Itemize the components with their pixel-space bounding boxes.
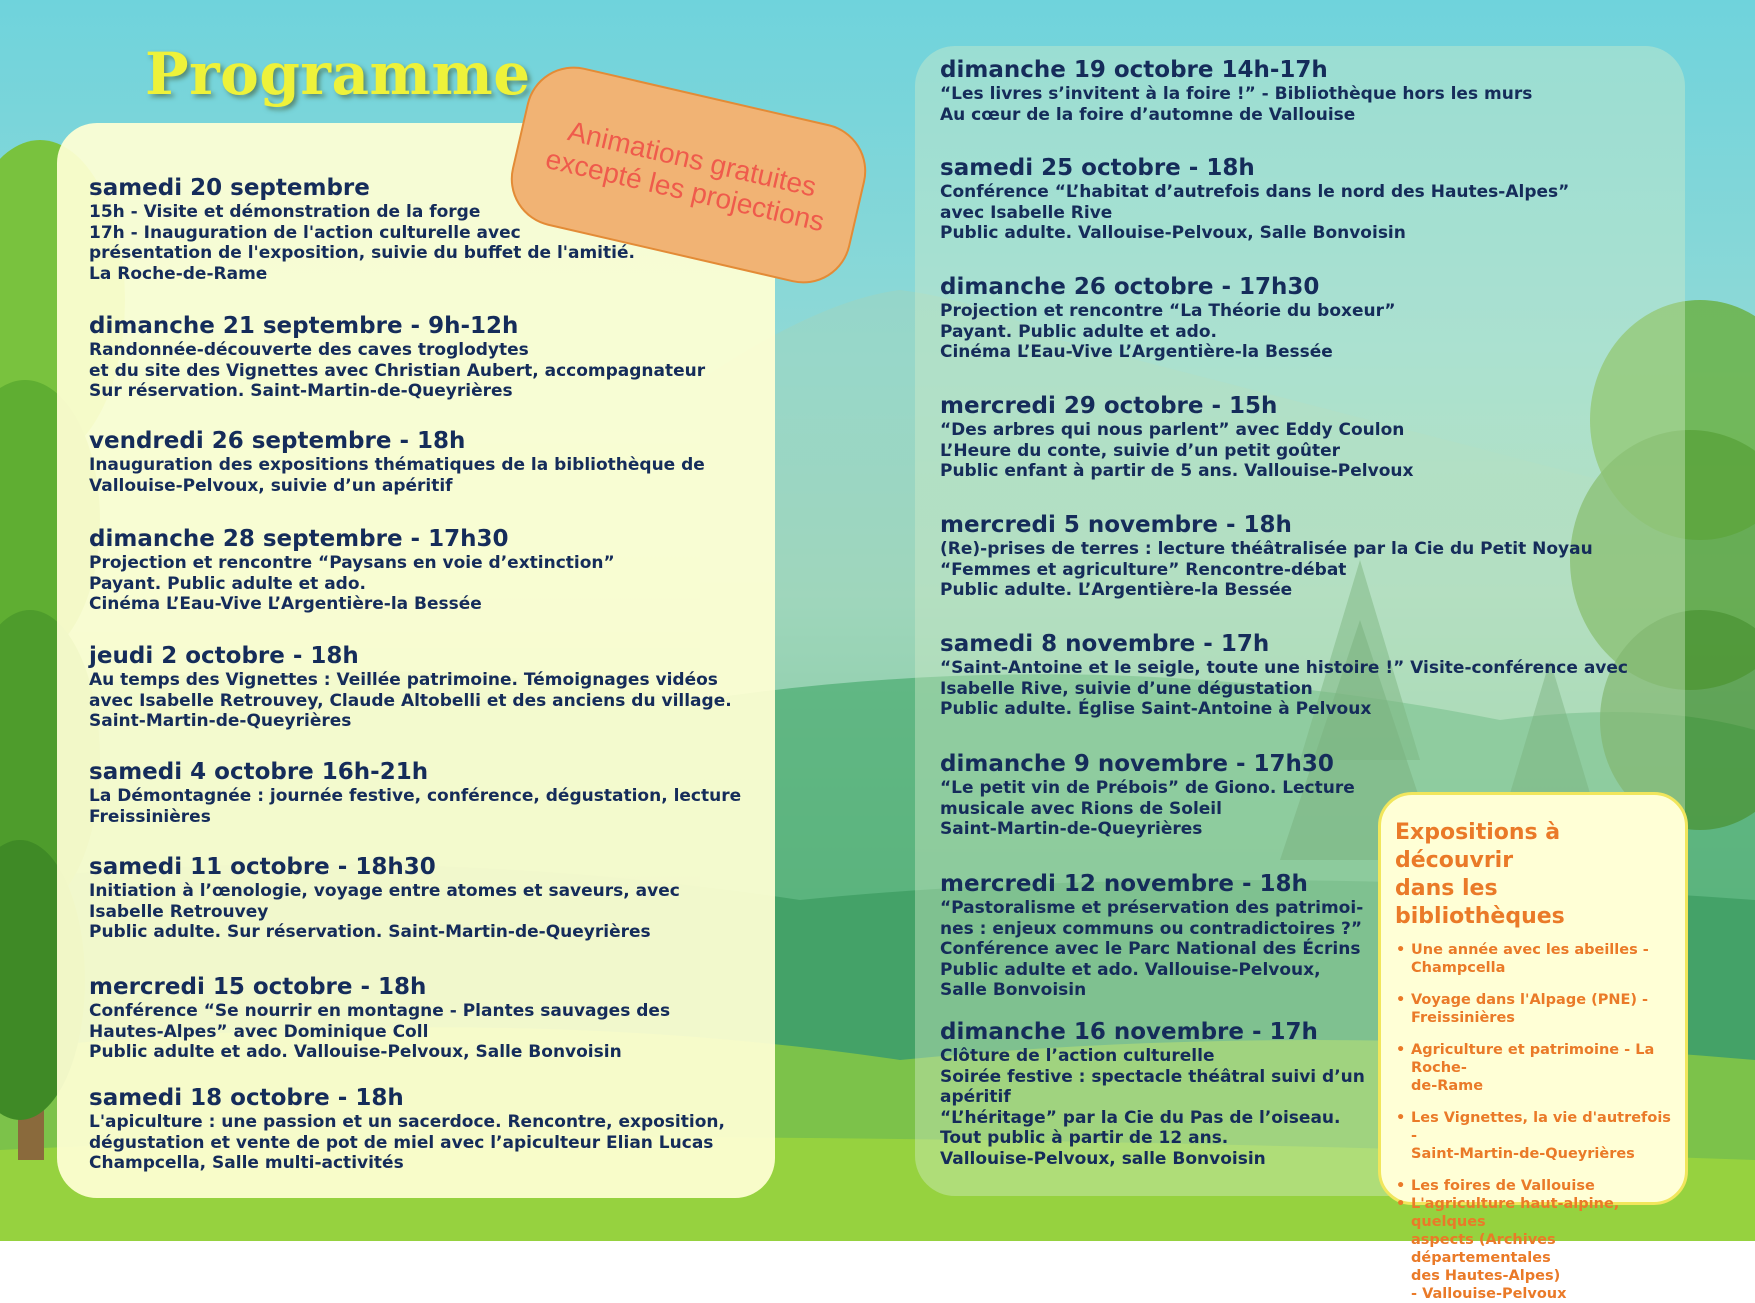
event-item: [89, 758, 741, 827]
event-line: Cinéma L’Eau-Vive L’Argentière-la Bessée: [89, 594, 482, 614]
exposition-line: • Agriculture et patrimoine - La Roche-: [1411, 1042, 1655, 1076]
event-line: Conférence “L’habitat d’autrefois dans le nord des Hautes-Alpes”: [940, 182, 1570, 202]
event-line: Vallouise-Pelvoux, suivie d’un apéritif: [89, 475, 453, 496]
event-line: musicale avec Rions de Soleil: [940, 798, 1222, 819]
event-line: dégustation et vente de pot de miel avec l’apiculteur Elian Lucas: [89, 1132, 714, 1153]
event-date: samedi 11 octobre - 18h30: [89, 854, 436, 880]
event-line: “Femmes et agriculture” Rencontre-débat: [940, 559, 1347, 580]
event-line: “Les livres s’invitent à la foire !” - Bibliothèque hors les murs: [940, 84, 1533, 104]
exposition-item: [1395, 1109, 1673, 1163]
event-line: Vallouise-Pelvoux, salle Bonvoisin: [940, 1148, 1266, 1169]
expositions-title: [1395, 819, 1673, 931]
event-date: dimanche 21 septembre - 9h-12h: [89, 313, 519, 339]
event-item: [940, 1018, 1365, 1169]
exposition-line: • L'agriculture haut-alpine, quelques: [1411, 1196, 1620, 1230]
event-line: Isabelle Retrouvey: [89, 901, 269, 922]
event-line: La Roche-de-Rame: [89, 263, 268, 284]
expositions-title-line: dans les bibliothèques: [1395, 876, 1565, 929]
event-line: Payant. Public adulte et ado.: [940, 321, 1217, 342]
event-line: L’Heure du conte, suivie d’un petit goûter: [940, 440, 1340, 461]
event-line: “L’héritage” par la Cie du Pas de l’oiseau.: [940, 1107, 1341, 1128]
event-item: [89, 312, 705, 402]
event-line: Projection et rencontre “Paysans en voie d’extinction”: [89, 553, 615, 573]
exposition-item: [1395, 1177, 1673, 1195]
event-date: dimanche 26 octobre - 17h30: [940, 274, 1320, 300]
exposition-line: • Les foires de Vallouise: [1411, 1178, 1595, 1194]
event-line: Freissinières: [89, 806, 211, 827]
event-line: L'apiculture : une passion et un sacerdoce. Rencontre, exposition,: [89, 1112, 725, 1132]
event-line: et du site des Vignettes avec Christian Aubert, accompagnateur: [89, 360, 706, 381]
event-item: [940, 870, 1363, 1001]
event-item: [89, 973, 670, 1063]
event-line: Public adulte et ado. Vallouise-Pelvoux, Salle Bonvoisin: [89, 1042, 622, 1062]
event-line: Conférence avec le Parc National des Écrins: [940, 939, 1361, 959]
event-date: samedi 20 septembre: [89, 175, 370, 201]
event-line: Saint-Martin-de-Queyrières: [940, 819, 1203, 839]
exposition-line: Freissinières: [1411, 1010, 1515, 1026]
event-date: samedi 8 novembre - 17h: [940, 631, 1270, 657]
event-line: “Des arbres qui nous parlent” avec Eddy Coulon: [940, 420, 1405, 440]
event-line: Public enfant à partir de 5 ans. Vallouise-Pelvoux: [940, 461, 1414, 481]
exposition-line: des Hautes-Alpes): [1411, 1268, 1561, 1284]
event-line: avec Isabelle Retrouvey, Claude Altobelli et des anciens du village.: [89, 690, 732, 711]
event-date: samedi 4 octobre 16h-21h: [89, 759, 429, 785]
exposition-line: aspects (Archives départementales: [1411, 1232, 1556, 1266]
exposition-item: [1395, 1041, 1673, 1095]
event-item: [89, 1084, 725, 1174]
exposition-item: [1395, 1195, 1673, 1303]
event-date: jeudi 2 octobre - 18h: [89, 643, 359, 669]
event-item: [940, 154, 1569, 244]
event-line: Randonnée-découverte des caves troglodytes: [89, 340, 529, 360]
event-line: Isabelle Rive, suivie d’une dégustation: [940, 678, 1313, 699]
exposition-line: • Les Vignettes, la vie d'autrefois -: [1411, 1110, 1671, 1144]
event-date: dimanche 19 octobre 14h-17h: [940, 57, 1328, 83]
event-date: mercredi 5 novembre - 18h: [940, 512, 1292, 538]
event-date: mercredi 15 octobre - 18h: [89, 974, 427, 1000]
event-line: “Pastoralisme et préservation des patrimoi-: [940, 898, 1364, 918]
event-item: [940, 630, 1628, 720]
event-line: Conférence “Se nourrir en montagne - Plantes sauvages des: [89, 1001, 671, 1021]
exposition-line: • Une année avec les abeilles -: [1411, 942, 1649, 958]
event-item: [89, 427, 705, 496]
event-line: 15h - Visite et démonstration de la forge: [89, 202, 481, 222]
event-date: dimanche 28 septembre - 17h30: [89, 526, 509, 552]
event-item: [89, 642, 732, 732]
event-line: Clôture de l’action culturelle: [940, 1046, 1215, 1066]
event-line: présentation de l'exposition, suivie du buffet de l'amitié.: [89, 243, 635, 263]
event-line: “Le petit vin de Prébois” de Giono. Lecture: [940, 778, 1355, 798]
event-item: [89, 174, 635, 284]
event-line: (Re)-prises de terres : lecture théâtralisée par la Cie du Petit Noyau: [940, 539, 1593, 559]
event-line: Public adulte. Vallouise-Pelvoux, Salle Bonvoisin: [940, 223, 1406, 243]
event-date: samedi 18 octobre - 18h: [89, 1085, 404, 1111]
exposition-line: Saint-Martin-de-Queyrières: [1411, 1146, 1635, 1162]
event-line: Tout public à partir de 12 ans.: [940, 1128, 1229, 1148]
exposition-line: • Voyage dans l'Alpage (PNE) -: [1411, 992, 1649, 1008]
event-item: [940, 56, 1532, 125]
event-line: Saint-Martin-de-Queyrières: [89, 711, 352, 731]
event-line: Projection et rencontre “La Théorie du boxeur”: [940, 301, 1396, 321]
event-item: [89, 853, 680, 943]
expositions-box: [1378, 792, 1688, 1302]
event-item: [940, 750, 1355, 840]
event-line: Sur réservation. Saint-Martin-de-Queyrières: [89, 381, 513, 401]
expositions-title-line: Expositions à découvrir: [1395, 820, 1561, 873]
exposition-line: de-Rame: [1411, 1078, 1484, 1094]
exposition-item: [1395, 941, 1673, 977]
expositions-list: [1395, 941, 1673, 1303]
event-line: Hautes-Alpes” avec Dominique Coll: [89, 1021, 429, 1042]
event-date: dimanche 9 novembre - 17h30: [940, 751, 1334, 777]
exposition-line: - Vallouise-Pelvoux: [1411, 1286, 1567, 1302]
event-line: Payant. Public adulte et ado.: [89, 573, 366, 594]
event-line: Au cœur de la foire d’automne de Vallouise: [940, 104, 1356, 125]
event-item: [940, 392, 1413, 482]
event-line: avec Isabelle Rive: [940, 202, 1113, 223]
event-line: Cinéma L’Eau-Vive L’Argentière-la Bessée: [940, 342, 1333, 362]
event-line: Inauguration des expositions thématiques de la bibliothèque de: [89, 455, 705, 475]
event-line: Au temps des Vignettes : Veillée patrimoine. Témoignages vidéos: [89, 670, 718, 690]
event-line: Champcella, Salle multi-activités: [89, 1153, 404, 1173]
event-line: Public adulte. Église Saint-Antoine à Pelvoux: [940, 699, 1372, 719]
event-item: [89, 525, 615, 615]
event-line: nes : enjeux communs ou contradictoires ?”: [940, 918, 1363, 939]
page-title: Programme: [145, 40, 531, 108]
badge-text: Animations gratuites excepté les projections: [542, 115, 828, 238]
event-date: mercredi 29 octobre - 15h: [940, 393, 1278, 419]
event-line: Public adulte. L’Argentière-la Bessée: [940, 580, 1293, 600]
event-date: mercredi 12 novembre - 18h: [940, 871, 1308, 897]
event-item: [940, 273, 1396, 363]
event-date: samedi 25 octobre - 18h: [940, 155, 1255, 181]
event-line: Public adulte. Sur réservation. Saint-Martin-de-Queyrières: [89, 922, 651, 942]
event-date: dimanche 16 novembre - 17h: [940, 1019, 1318, 1045]
event-line: Initiation à l’œnologie, voyage entre atomes et saveurs, avec: [89, 881, 680, 901]
event-line: 17h - Inauguration de l'action culturelle avec: [89, 222, 521, 243]
event-line: Soirée festive : spectacle théâtral suivi d’un: [940, 1066, 1365, 1087]
event-date: vendredi 26 septembre - 18h: [89, 428, 466, 454]
event-item: [940, 511, 1593, 601]
event-line: “Saint-Antoine et le seigle, toute une histoire !” Visite-conférence avec: [940, 658, 1628, 678]
event-line: La Démontagnée : journée festive, conférence, dégustation, lecture: [89, 786, 742, 806]
event-line: Public adulte et ado. Vallouise-Pelvoux,: [940, 959, 1321, 980]
exposition-item: [1395, 991, 1673, 1027]
exposition-line: Champcella: [1411, 960, 1506, 976]
event-line: apéritif: [940, 1087, 1011, 1107]
event-line: Salle Bonvoisin: [940, 980, 1087, 1000]
